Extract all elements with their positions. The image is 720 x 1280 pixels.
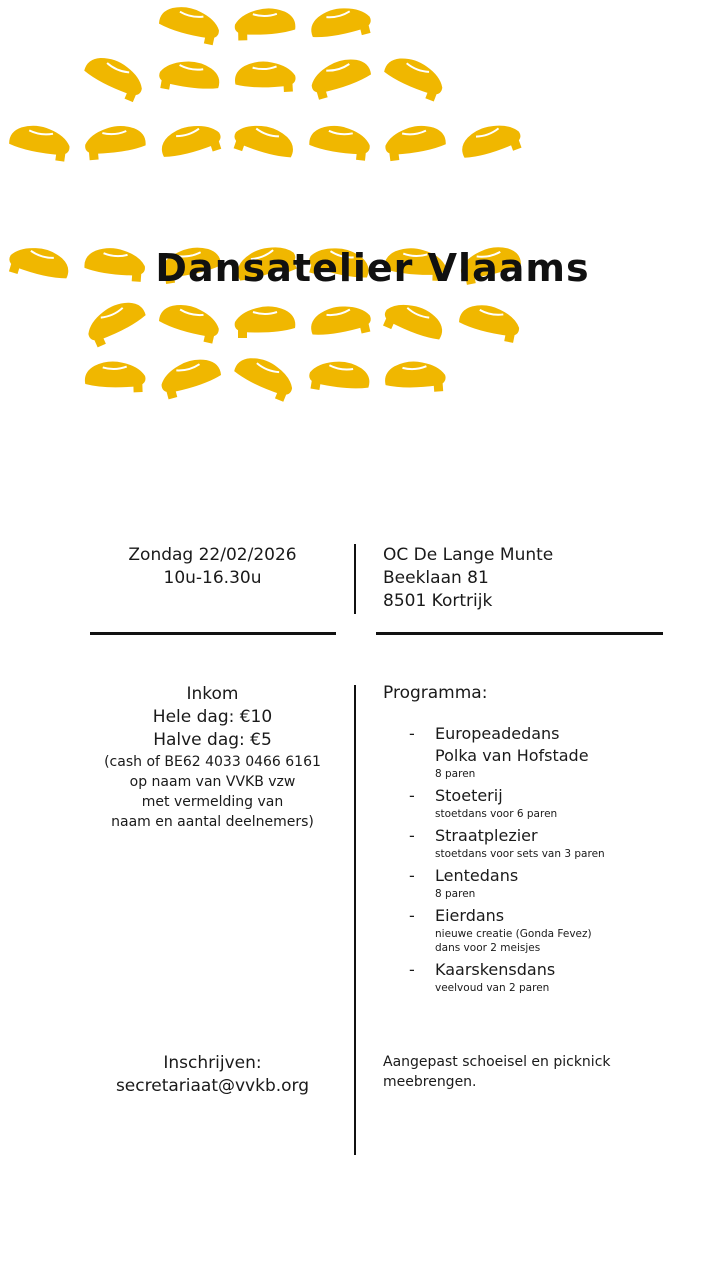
payment-line: op naam van VVKB vzw <box>129 774 296 790</box>
page-title: Dansatelier Vlaams <box>155 246 590 290</box>
dance-name: Straatplezier <box>435 826 538 845</box>
shoe-icon <box>307 300 373 344</box>
list-dash: - <box>409 960 415 979</box>
list-item <box>383 723 703 781</box>
dance-name: Eierdans <box>435 906 505 925</box>
shoe-icon <box>307 1 373 46</box>
horizontal-rule-left <box>90 632 336 635</box>
list-dash: - <box>409 906 415 925</box>
dance-description: veelvoud van 2 paren <box>435 982 550 994</box>
event-time: 10u-16.30u <box>163 568 262 588</box>
payment-line: (cash of BE62 4033 0466 6161 <box>104 754 321 770</box>
inkom-full-day: Hele dag: €10 <box>152 707 273 727</box>
note-line: meebrengen. <box>383 1074 477 1090</box>
shoe-icon <box>157 354 224 400</box>
shoe-icon <box>307 357 372 398</box>
dance-description: nieuwe creatie (Gonda Fevez) <box>435 928 592 940</box>
shoe-icon <box>156 300 222 344</box>
shoe-icon <box>230 117 298 167</box>
venue-name: OC De Lange Munte <box>383 545 554 565</box>
shoe-icon <box>235 306 296 338</box>
shoe-icon <box>157 118 224 167</box>
shoe-icon <box>384 359 447 395</box>
list-dash: - <box>409 866 415 885</box>
shoe-icon <box>82 295 150 349</box>
dance-description: 8 paren <box>435 768 476 780</box>
shoe-icon <box>383 123 447 162</box>
dance-description: stoetdans voor 6 paren <box>435 808 558 820</box>
payment-line: naam en aantal deelnemers) <box>111 814 314 830</box>
dance-description: 8 paren <box>435 888 476 900</box>
dance-name: Kaarskensdans <box>435 960 556 979</box>
inkom-heading: Inkom <box>186 684 239 704</box>
contact-email[interactable]: secretariaat@vvkb.org <box>115 1076 310 1096</box>
shoe-icon <box>84 124 147 161</box>
dance-shoes-illustration <box>0 0 540 420</box>
shoe-icon <box>380 295 448 349</box>
dance-description: stoetdans voor sets van 3 paren <box>435 848 605 860</box>
shoe-icon <box>84 360 146 394</box>
dance-name: Lentedans <box>435 866 519 885</box>
shoe-icon <box>234 8 295 41</box>
shoe-icon <box>230 351 298 403</box>
list-item <box>383 785 703 821</box>
shoe-icon <box>8 122 72 162</box>
list-dash: - <box>409 826 415 845</box>
note-line: Aangepast schoeisel en picknick <box>383 1054 611 1070</box>
shoe-icon <box>457 301 523 344</box>
programma-block <box>383 682 703 995</box>
shoe-icon <box>234 60 296 95</box>
inkom-half-day: Halve dag: €5 <box>153 730 272 750</box>
dance-name: Europeadedans <box>435 724 560 743</box>
venue-street: Beeklaan 81 <box>383 568 489 588</box>
shoe-icon <box>157 2 223 46</box>
inschrijven-block <box>90 1052 335 1098</box>
list-dash: - <box>409 786 415 805</box>
shoe-icon <box>380 51 448 102</box>
list-item <box>383 865 703 901</box>
venue-city: 8501 Kortrijk <box>383 591 493 611</box>
inkom-block <box>90 683 335 832</box>
dance-name: Stoeterij <box>435 786 503 805</box>
programma-heading: Programma: <box>383 683 488 703</box>
list-item <box>383 959 703 995</box>
shoe-icon <box>80 51 148 104</box>
shoe-icon <box>457 117 525 167</box>
note-block <box>383 1052 683 1092</box>
inschrijven-heading: Inschrijven: <box>163 1053 262 1073</box>
shoe-icon <box>308 123 372 161</box>
shoe-icon <box>307 54 374 101</box>
event-date: Zondag 22/02/2026 <box>128 545 297 565</box>
list-dash: - <box>409 724 415 743</box>
horizontal-rule-right <box>376 632 663 635</box>
venue-block <box>383 544 683 613</box>
event-date-block <box>90 544 335 590</box>
payment-line: met vermelding van <box>141 794 284 810</box>
divider-main <box>354 685 356 1155</box>
programma-list <box>383 723 703 995</box>
list-item <box>383 825 703 861</box>
list-item <box>383 905 703 955</box>
divider-top <box>354 544 356 614</box>
dance-description-line2: dans voor 2 meisjes <box>435 942 541 954</box>
dance-name-line2: Polka van Hofstade <box>435 746 589 765</box>
shoe-icon <box>157 56 222 98</box>
